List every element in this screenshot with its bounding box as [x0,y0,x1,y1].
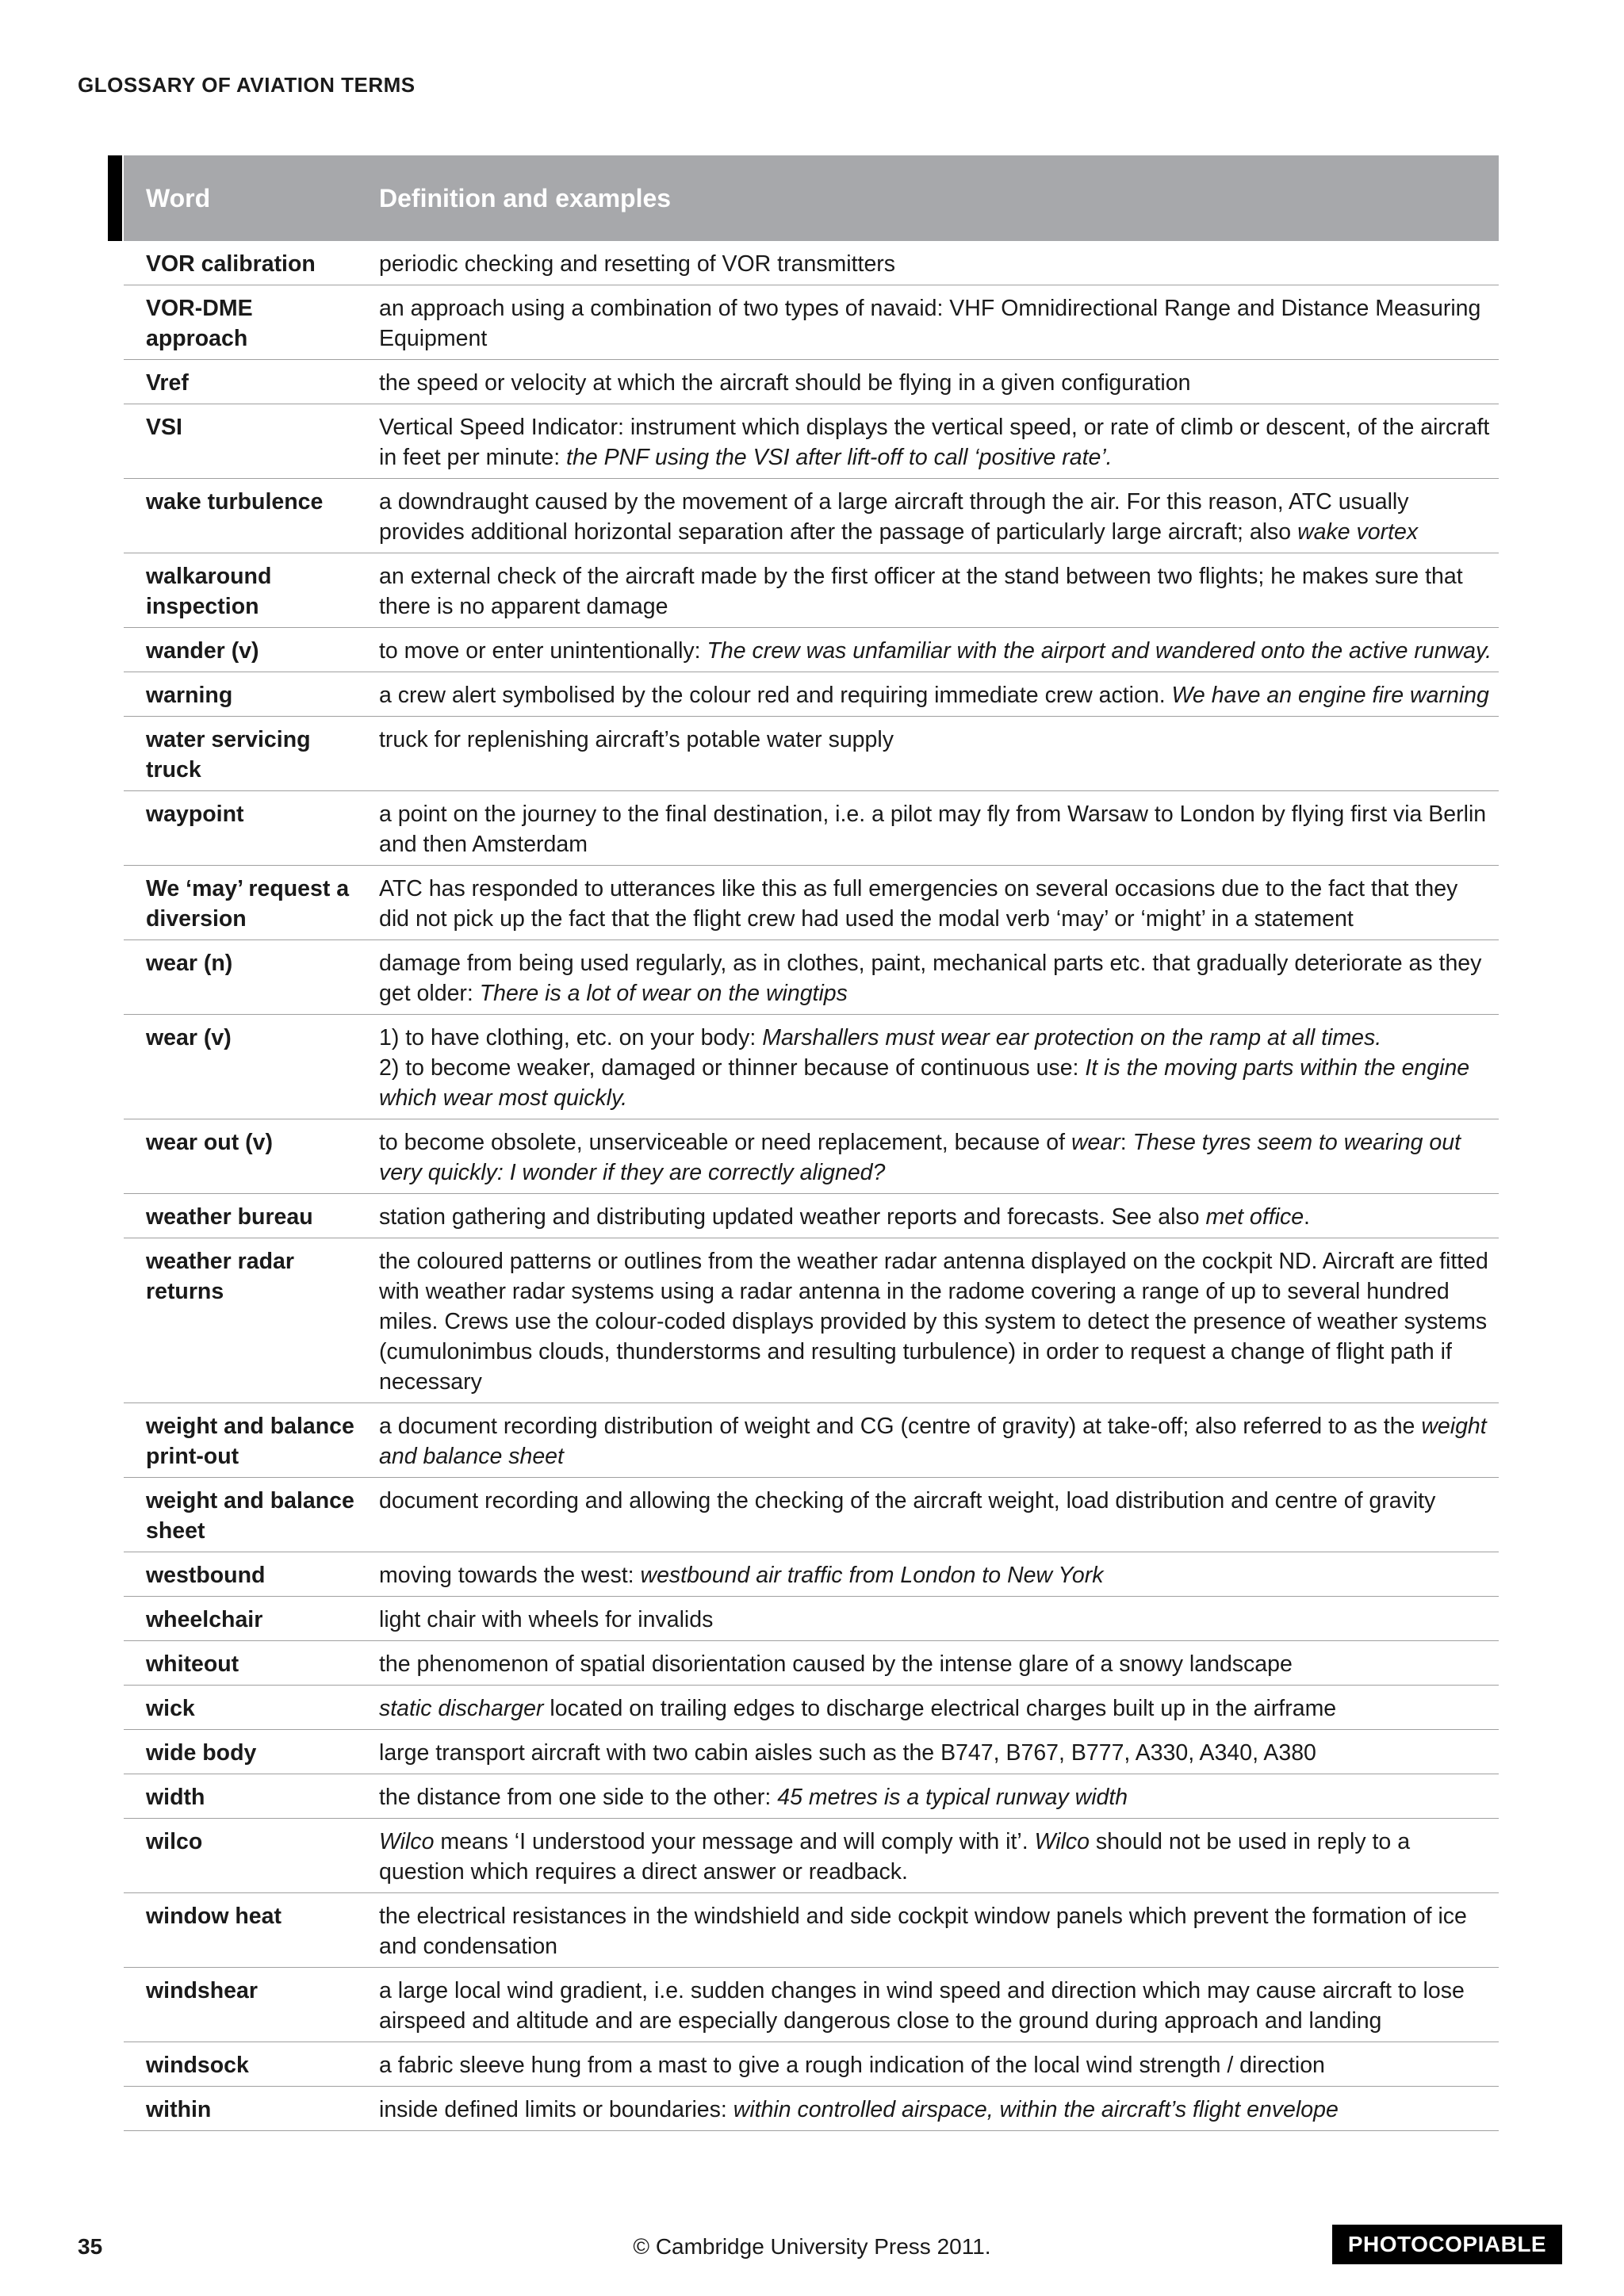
table-row [124,2087,1499,2131]
glossary-definition [360,1597,1499,1641]
glossary-term: VOR calibration [124,241,360,285]
column-header-word: Word [124,155,360,241]
definition-text: periodic checking and resetting of VOR transmitters [379,251,896,277]
definition-text: the distance from one side to the other: [379,1785,778,1810]
glossary-term: wear (v) [124,1015,360,1119]
definition-example: the PNF using the VSI after lift-off to call ‘positive rate’. [566,445,1113,470]
glossary-term: within [124,2087,360,2131]
definition-text: ATC has responded to utterances like this as full emergencies on several occasions due to the fact that they did not pick up the fact that the flight crew had used the modal verb ‘may’ or ‘might’ in a statement [379,876,1458,932]
glossary-term: windshear [124,1968,360,2042]
table-row [124,404,1499,479]
glossary-term: weather radar returns [124,1238,360,1403]
definition-example: wear [1071,1130,1120,1155]
glossary-definition [360,1774,1499,1819]
definition-text: 2) to become weaker, damaged or thinner because of continuous use: [379,1055,1086,1081]
glossary-definition [360,1015,1499,1119]
glossary-term: water servicing truck [124,717,360,791]
definition-example: Wilco [1034,1829,1090,1854]
definition-text: document recording and allowing the checking of the aircraft weight, load distribution and centre of gravity [379,1488,1436,1513]
glossary-term: waypoint [124,791,360,866]
table-row [124,1597,1499,1641]
definition-text: . [1304,1204,1310,1230]
definition-text: the electrical resistances in the windshield and side cockpit window panels which prevent the formation of ice and condensation [379,1904,1467,1959]
definition-example: 45 metres is a typical runway width [777,1785,1128,1810]
definition-text: located on trailing edges to discharge electrical charges built up in the airframe [543,1696,1337,1721]
table-row [124,1774,1499,1819]
definition-text: large transport aircraft with two cabin aisles such as the B747, B767, B777, A330, A340, A380 [379,1740,1316,1766]
glossary-definition [360,1403,1499,1478]
glossary-definition [360,479,1499,553]
photocopiable-badge: PHOTOCOPIABLE [1332,2225,1562,2264]
table-row [124,1478,1499,1552]
glossary-definition [360,1194,1499,1238]
glossary-definition [360,1119,1499,1194]
definition-example: The crew was unfamiliar with the airport and wandered onto the active runway. [707,638,1492,664]
table-row [124,2042,1499,2087]
glossary-term: wilco [124,1819,360,1893]
table-row [124,717,1499,791]
definition-example: There is a lot of wear on the wingtips [479,981,848,1006]
table-row [124,672,1499,717]
definition-text: 1) to have clothing, etc. on your body: [379,1025,763,1050]
definition-example: static discharger [379,1696,544,1721]
table-row [124,553,1499,628]
glossary-definition [360,1819,1499,1893]
definition-example: It is the moving parts within the engine which wear most quickly. [379,1055,1470,1111]
definition-example: Marshallers must wear ear protection on the ramp at all times. [762,1025,1382,1050]
glossary-term: VSI [124,404,360,479]
page-header: GLOSSARY OF AVIATION TERMS [78,73,416,97]
table-row [124,1194,1499,1238]
definition-text: a large local wind gradient, i.e. sudden changes in wind speed and direction which may cause aircraft to lose airspeed and altitude and are especially dangerous close to the ground during approach and landing [379,1978,1465,2034]
definition-text: to become obsolete, unserviceable or need replacement, because of [379,1130,1071,1155]
definition-text: : [1120,1130,1133,1155]
glossary-term: whiteout [124,1641,360,1686]
glossary-term: wide body [124,1730,360,1774]
table-row [124,1015,1499,1119]
definition-text: a downdraught caused by the movement of a large aircraft through the air. For this reason, ATC usually provides additional horizontal separation after the passage of particularly large aircraft; also [379,489,1409,545]
copyright-notice: © Cambridge University Press 2011. [633,2234,991,2259]
glossary-definition [360,791,1499,866]
definition-example: Wilco [379,1829,435,1854]
glossary-term: wear (n) [124,940,360,1015]
glossary-definition [360,940,1499,1015]
glossary-definition [360,2087,1499,2131]
table-row [124,866,1499,940]
definition-text: a point on the journey to the final destination, i.e. a pilot may fly from Warsaw to London by flying first via Berlin and then Amsterdam [379,802,1487,857]
definition-example: within controlled airspace, within the aircraft’s flight envelope [733,2097,1339,2122]
definition-example: met office [1205,1204,1304,1230]
table-header-row [124,155,1499,241]
definition-text: an external check of the aircraft made by the first officer at the stand between two flights; he makes sure that there is no apparent damage [379,564,1463,619]
definition-example: These tyres seem to wearing out very quickly: I wonder if they are correctly aligned? [379,1130,1461,1185]
table-row [124,1641,1499,1686]
page-number: 35 [78,2234,103,2259]
table-row [124,1819,1499,1893]
table-row [124,285,1499,360]
table-row [124,1968,1499,2042]
table-row [124,479,1499,553]
glossary-term: walkaround inspection [124,553,360,628]
definition-text: the coloured patterns or outlines from the weather radar antenna displayed on the cockpit ND. Aircraft are fitted with weather radar systems using a radar antenna in the radome covering a range of up to several hundred miles. Crews use the colour-coded displays provided by this system to detect the presence of weather systems (cumulonimbus clouds, thunderstorms and resulting turbulence) in order to request a change of flight path if necessary [379,1249,1488,1395]
glossary-definition [360,404,1499,479]
table-row [124,1730,1499,1774]
glossary-definition [360,553,1499,628]
table-row [124,1686,1499,1730]
glossary-definition [360,1552,1499,1597]
glossary-term: weight and balance print-out [124,1403,360,1478]
glossary-term: Vref [124,360,360,404]
table-row [124,241,1499,285]
definition-example: weight and balance sheet [379,1414,1487,1469]
definition-text: should not be used in reply to a question which requires a direct answer or readback. [379,1829,1411,1885]
glossary-definition [360,1641,1499,1686]
table-row [124,1119,1499,1194]
glossary-term: wander (v) [124,628,360,672]
definition-example: We have an engine fire warning [1171,683,1489,708]
glossary-definition [360,866,1499,940]
glossary-term: wake turbulence [124,479,360,553]
glossary-definition [360,717,1499,791]
definition-text: the speed or velocity at which the aircraft should be flying in a given configuration [379,370,1191,396]
glossary-definition [360,1730,1499,1774]
glossary-term: weight and balance sheet [124,1478,360,1552]
table-row [124,1552,1499,1597]
glossary-definition [360,2042,1499,2087]
glossary-term: weather bureau [124,1194,360,1238]
definition-text: station gathering and distributing updated weather reports and forecasts. See also [379,1204,1206,1230]
definition-example: wake vortex [1297,519,1419,545]
glossary-definition [360,241,1499,285]
glossary-body [124,241,1499,2131]
glossary-term: wear out (v) [124,1119,360,1194]
definition-text: inside defined limits or boundaries: [379,2097,733,2122]
glossary-definition [360,360,1499,404]
table-row [124,940,1499,1015]
glossary-definition [360,1478,1499,1552]
glossary-definition [360,1686,1499,1730]
glossary-definition [360,285,1499,360]
glossary-definition [360,1238,1499,1403]
table-row [124,628,1499,672]
glossary-term: wheelchair [124,1597,360,1641]
definition-text: a fabric sleeve hung from a mast to give a rough indication of the local wind strength / direction [379,2053,1325,2078]
definition-text: a document recording distribution of weight and CG (centre of gravity) at take-off; also referred to as the [379,1414,1422,1439]
glossary-term: warning [124,672,360,717]
table-row [124,360,1499,404]
table-row [124,791,1499,866]
definition-text: the phenomenon of spatial disorientation caused by the intense glare of a snowy landscape [379,1651,1293,1677]
definition-text: damage from being used regularly, as in clothes, paint, mechanical parts etc. that gradually deteriorate as they get older: [379,951,1482,1006]
glossary-table [124,155,1499,2131]
glossary-term: window heat [124,1893,360,1968]
definition-text: Vertical Speed Indicator: instrument which displays the vertical speed, or rate of climb or descent, of the aircraft in feet per minute: [379,415,1490,470]
glossary-definition [360,1893,1499,1968]
header-accent-bar [108,155,122,241]
definition-text: moving towards the west: [379,1563,641,1588]
glossary-term: VOR-DME approach [124,285,360,360]
glossary-term: width [124,1774,360,1819]
table-row [124,1238,1499,1403]
definition-text: to move or enter unintentionally: [379,638,707,664]
definition-text: means ‘I understood your message and will comply with it’. [434,1829,1035,1854]
definition-text: truck for replenishing aircraft’s potable water supply [379,727,894,752]
definition-text: an approach using a combination of two types of navaid: VHF Omnidirectional Range and Distance Measuring Equipment [379,296,1481,351]
table-row [124,1893,1499,1968]
glossary-term: westbound [124,1552,360,1597]
definition-text: a crew alert symbolised by the colour red and requiring immediate crew action. [379,683,1172,708]
glossary-term: wick [124,1686,360,1730]
glossary-definition [360,1968,1499,2042]
glossary-term: We ‘may’ request a diversion [124,866,360,940]
definition-text: light chair with wheels for invalids [379,1607,714,1632]
column-header-definition: Definition and examples [360,155,1499,241]
glossary-definition [360,628,1499,672]
glossary-term: windsock [124,2042,360,2087]
glossary-definition [360,672,1499,717]
definition-example: westbound air traffic from London to New York [640,1563,1104,1588]
table-row [124,1403,1499,1478]
